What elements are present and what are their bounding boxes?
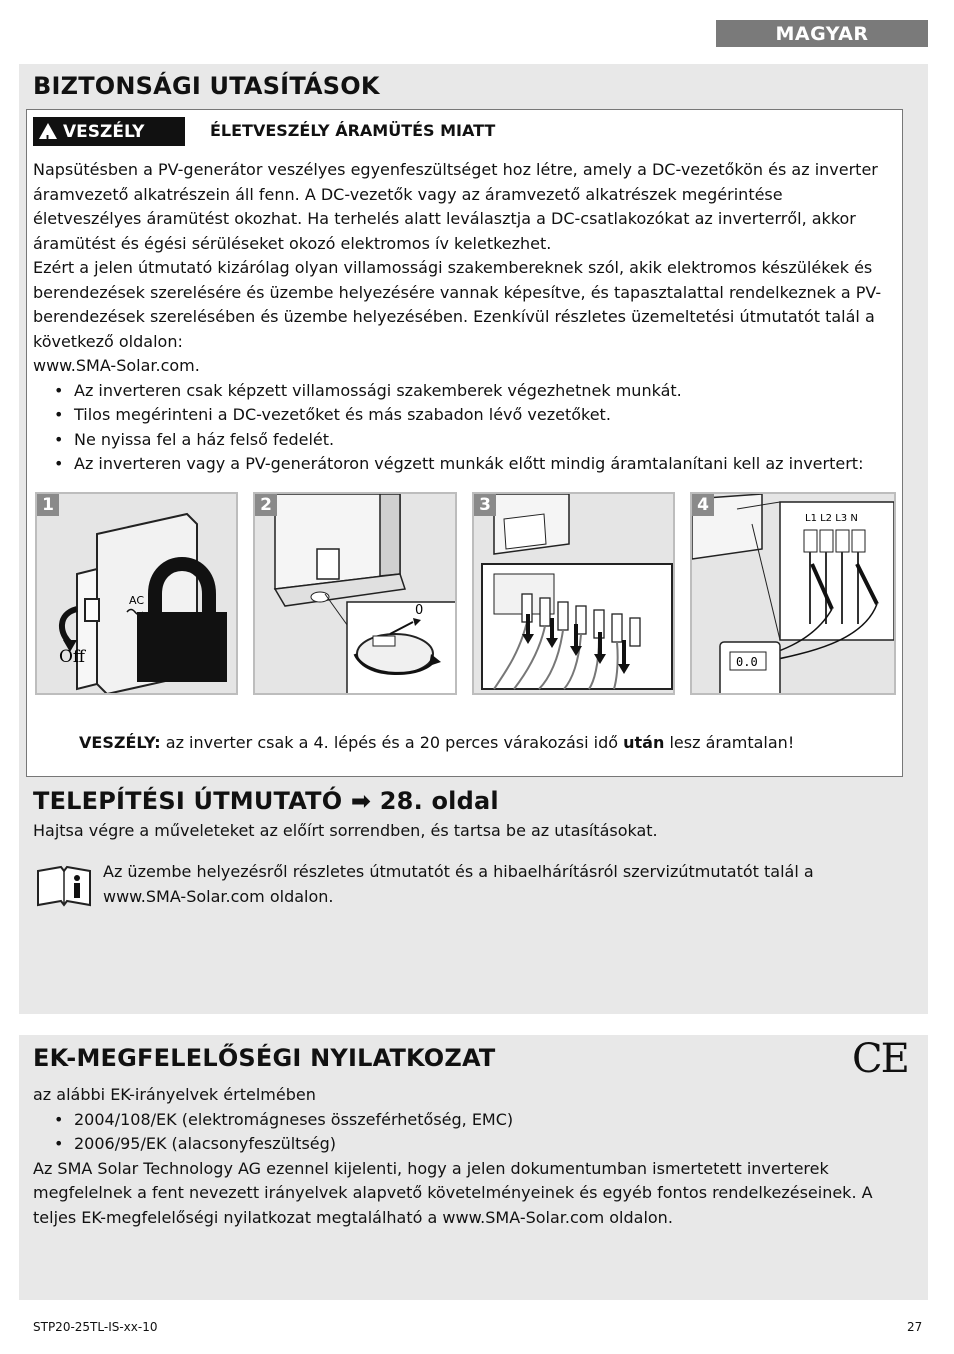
danger-subtitle: ÉLETVESZÉLY ÁRAMÜTÉS MIATT	[210, 121, 496, 140]
safety-title: BIZTONSÁGI UTASÍTÁSOK	[33, 72, 380, 100]
dc-switch-illustration	[255, 494, 457, 695]
install-info-text: Az üzembe helyezésről részletes útmutatót és a hibaelhárításról szervizútmutatót talál a www.SMA-Solar.com oldalon.	[103, 862, 814, 906]
step-number-3: 3	[474, 494, 496, 516]
safety-body	[33, 158, 895, 477]
step-number-1: 1	[37, 494, 59, 516]
figure-step-3	[472, 492, 675, 695]
figure-step-1	[35, 492, 238, 695]
off-label: Off	[59, 647, 86, 667]
danger-warning	[79, 731, 794, 756]
voltage-measurement-illustration	[692, 494, 896, 695]
list-item: • Az inverteren csak képzett villamossági szakemberek végezhetnek munkát.	[33, 379, 895, 404]
terminal-labels: L1 L2 L3 N	[805, 513, 858, 524]
install-title-line	[33, 787, 499, 815]
danger-badge	[33, 117, 185, 146]
dc-connector-removal-illustration	[474, 494, 675, 695]
danger-warning-bold: után	[623, 733, 665, 752]
book-info-icon	[36, 863, 92, 913]
declaration-text: Az SMA Solar Technology AG ezennel kijelenti, hogy a jelen dokumentumban ismertetett inverterek megfelelnek a fent nevezett irányelvek alapvető követelményeinek és egyéb fontos rendelkezéseinek. A teljes EK-megfelelőségi nyilatkozat megtalálható a www.SMA-Solar.com oldalon.	[33, 1158, 873, 1227]
declaration-title: EK-MEGFELELŐSÉGI NYILATKOZAT	[33, 1044, 496, 1072]
safety-paragraph-2: Ezért a jelen útmutató kizárólag olyan villamossági szakembereknek szól, akik elektromos készülékek és berendezések szerelésére és üzembe helyezésére vannak képesítve, és tapasztalattal rendelkeznek a PV-berendezések szerelésében és üzembe helyezésében. Ezenkívül részletes üzemeltetési útmutatót talál a következő oldalon:	[33, 258, 882, 351]
declaration-bullet-list	[33, 1108, 895, 1157]
danger-warning-text-1: az inverter csak a 4. lépés és a 20 perces várakozási idő	[165, 733, 619, 752]
meter-display: 0.0	[736, 655, 758, 669]
warning-triangle-icon	[39, 123, 57, 139]
list-item: • 2004/108/EK (elektromágneses összeférhetőség, EMC)	[33, 1108, 895, 1133]
ce-mark: CE	[852, 1036, 908, 1082]
install-page-ref: 28. oldal	[379, 787, 499, 815]
declaration-intro: az alábbi EK-irányelvek értelmében	[33, 1085, 316, 1104]
danger-warning-text-2: lesz áramtalan!	[669, 733, 795, 752]
danger-warning-label: VESZÉLY:	[79, 733, 161, 752]
install-title: TELEPÍTÉSI ÚTMUTATÓ	[33, 787, 343, 815]
safety-link: www.SMA-Solar.com.	[33, 356, 200, 375]
figure-step-2	[253, 492, 457, 695]
install-intro: Hajtsa végre a műveleteket az előírt sorrendben, és tartsa be az utasításokat.	[33, 821, 658, 840]
safety-paragraph-1: Napsütésben a PV-generátor veszélyes egyenfeszültséget hoz létre, amely a DC-vezetőkön és az inverter áramvezető alkatrészein áll fenn. A DC-vezetők vagy az áramvezető alkatrészek megérintése életveszélyes áramütést okozhat. Ha terhelés alatt leválasztja a DC-csatlakozókat az inverterről, akkor áramütést és égési sérüléseket okozó elektromos ív keletkezhet.	[33, 160, 878, 253]
list-item: • 2006/95/EK (alacsonyfeszültség)	[33, 1132, 895, 1157]
step-number-2: 2	[255, 494, 277, 516]
danger-badge-label: VESZÉLY	[63, 122, 145, 142]
ac-label: AC	[129, 594, 145, 607]
step-number-4: 4	[692, 494, 714, 516]
declaration-body	[33, 1083, 895, 1230]
zero-label: 0	[415, 603, 424, 618]
language-tab: MAGYAR	[716, 20, 928, 47]
footer-doc-code: STP20-25TL-IS-xx-10	[33, 1320, 158, 1334]
footer-page-number: 27	[907, 1320, 923, 1334]
list-item: • Az inverteren vagy a PV-generátoron végzett munkák előtt mindig áramtalanítani kell az invertert:	[33, 452, 895, 477]
list-item: • Ne nyissa fel a ház felső fedelét.	[33, 428, 895, 453]
figure-step-4	[690, 492, 896, 695]
arrow-right-icon: ➡	[350, 787, 372, 815]
circuit-breaker-lock-illustration	[37, 494, 238, 695]
list-item: • Tilos megérinteni a DC-vezetőket és más szabadon lévő vezetőket.	[33, 403, 895, 428]
safety-bullet-list	[33, 379, 895, 477]
